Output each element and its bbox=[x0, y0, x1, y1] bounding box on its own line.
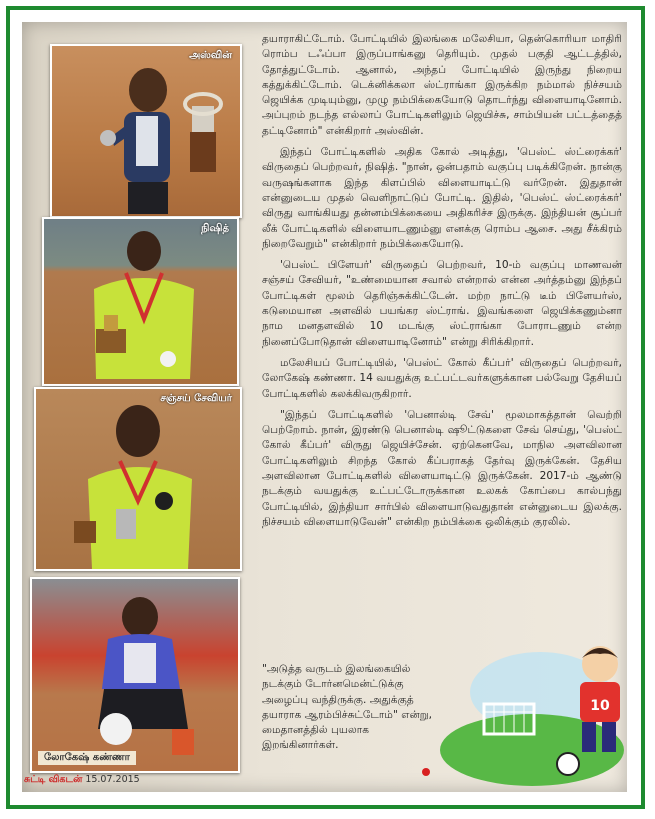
paragraph-4: மலேசியப் போட்டியில், 'பெஸ்ட் கோல் கீப்பர்' விருதைப் பெற்றவர், லோகேஷ் கண்ணா. 14 வயதுக்கு உட்பட்டவர்களுக்கான பல்வேறு தேசியப் போட்டிகளில் கலக்கிவருகிறார். bbox=[262, 356, 623, 400]
paragraph-1: தயாராகிட்டோம். போட்டியில் இலங்கை மலேசியா, தென்கொரியா மாதிரி ரொம்ப டஃப்பா இருப்பாங்கனு தெரியும். முதல் பகுதி ஆட்டத்தில், தோத்துட்டோம். ஆனால், அந்தப் போட்டியில் இருந்து நிறைய கத்துக்கிட்டோம். டெக்னிக்கலா ஸ்ட்ராங்கா இருக்கிற நம்மால் நிச்சயம் ஜெயிக்க முடியும்னு, முழு நம்பிக்கையோடு தொடர்ந்து விளையாடினோம். அப்புறம் நடந்த எல்லாப் போட்டிகளிலும் ஜெயிச்சு, சாம்பியன் பட்டத்தைத் தட்டினோம்" என்கிறார் அஸ்வின். bbox=[262, 33, 622, 137]
page-footer bbox=[24, 774, 140, 786]
issue-date: 15.07.2015 bbox=[85, 774, 140, 785]
footballer-cartoon-illustration bbox=[440, 632, 625, 787]
paragraph-3: 'பெஸ்ட் பிளேயர்' விருதைப் பெற்றவர், 10-ம் வகுப்பு மாணவன் சஞ்சய் சேவியர், "உண்மையான சவால் என்றால் என்ன அர்த்தம்னு இந்தப் போட்டிகள் மூலம் தெரிஞ்சுக்கிட்டேன். மற்ற நாட்டு டீம் பிளேயர்ஸ், கடுமையான அளவில் பயங்கர ஸ்ட்ராங். இவங்களை ஜெயிக்கணும்னா நாம மனதளவில் 10 மடங்கு ஸ்ட்ராங்கா போராடணும் என்ற நினைப்போடுதான் விளையாடினோம்" என்று சிரிக்கிறார். bbox=[262, 259, 622, 348]
paragraph-5: "இந்தப் போட்டிகளில் 'பெனால்டி சேவ்' மூலமாகத்தான் வெற்றி பெற்றோம். நான், இரண்டு பெனால்டி ஷூட்டுகளை சேவ் செய்து, 'பெஸ்ட் கோல் கீப்பர்' விருது ஜெயிச்சேன். ஏற்கெனவே, மாநில அளவிலான போட்டிகளிலும் சிறந்த கோல் கீப்பராகத் தேர்வு இருக்கேன். தேசிய அளவிலான போட்டிகளில் விளையாடிட்டு இருக்கேன். 2017-ம் ஆண்டு நடக்கும் வயதுக்கு உட்பட்டோருக்கான உலகக் கோப்பை கால்பந்து போட்டியில், இந்தியா சார்பில் விளையாடுவதுதான் என்னுடைய இலக்கு. நிச்சயம் விளையாடுவேன்" என்கிற நம்பிக்கை ஒலிக்கும் குரலில். bbox=[262, 408, 622, 528]
caption-photo2: நிஷித் bbox=[201, 223, 229, 234]
photo-sanjay bbox=[34, 387, 242, 571]
goalkeeper-image bbox=[32, 579, 238, 771]
photo-ashwin bbox=[50, 44, 242, 218]
caption-photo3: சஞ்சய் சேவியர் bbox=[160, 393, 232, 404]
magazine-page bbox=[22, 22, 627, 792]
caption-photo4: லோகேஷ் கண்ணா bbox=[38, 751, 136, 765]
jersey-number: 10 bbox=[590, 698, 610, 714]
closing-quote: "அடுத்த வருடம் இலங்கையில் நடக்கும் டோர்னமென்ட்டுக்கு அழைப்பு வந்திருக்கு. அதுக்குத் தயாராக ஆரம்பிச்சுட்டோம்" என்று, மைதானத்தில் புயலாக இறங்கினார்கள். bbox=[262, 663, 432, 752]
boy-with-medal-image bbox=[44, 219, 237, 384]
caption-photo1: அஸ்வின் bbox=[189, 50, 232, 61]
photo-lokesh bbox=[30, 577, 240, 773]
photo-nishith bbox=[42, 217, 239, 386]
boy-with-cup-image bbox=[36, 389, 240, 569]
end-mark bbox=[422, 768, 430, 776]
boy-with-trophy-image bbox=[52, 46, 240, 216]
paragraph-2: இந்தப் போட்டிகளில் அதிக கோல் அடித்து, 'பெஸ்ட் ஸ்ட்ரைக்கர்' விருதைப் பெற்றவர், நிஷித். "நான், ஒன்பதாம் வகுப்பு படிக்கிறேன். நான்கு வருஷங்களாக இந்த கிளப்பில் விளையாடிட்டு வர்றேன். இதுதான் என்னுடைய முதல் வெளிநாட்டுப் போட்டி. இதில், 'பெஸ்ட் ஸ்ட்ரைக்கர்' விருது வாங்கியது தன்னம்பிக்கையை அதிகரிச்ச இருக்கு. இந்தியன் சூப்பர் லீக் போட்டிகளில் விளையாடணும்னு எனக்கு ரொம்ப ஆசை. அது சீக்கிரம் நிறைவேறும்" என்கிறார் நம்பிக்கையோடு. bbox=[262, 146, 622, 250]
magazine-name: சுட்டி விகடன் bbox=[24, 774, 83, 785]
